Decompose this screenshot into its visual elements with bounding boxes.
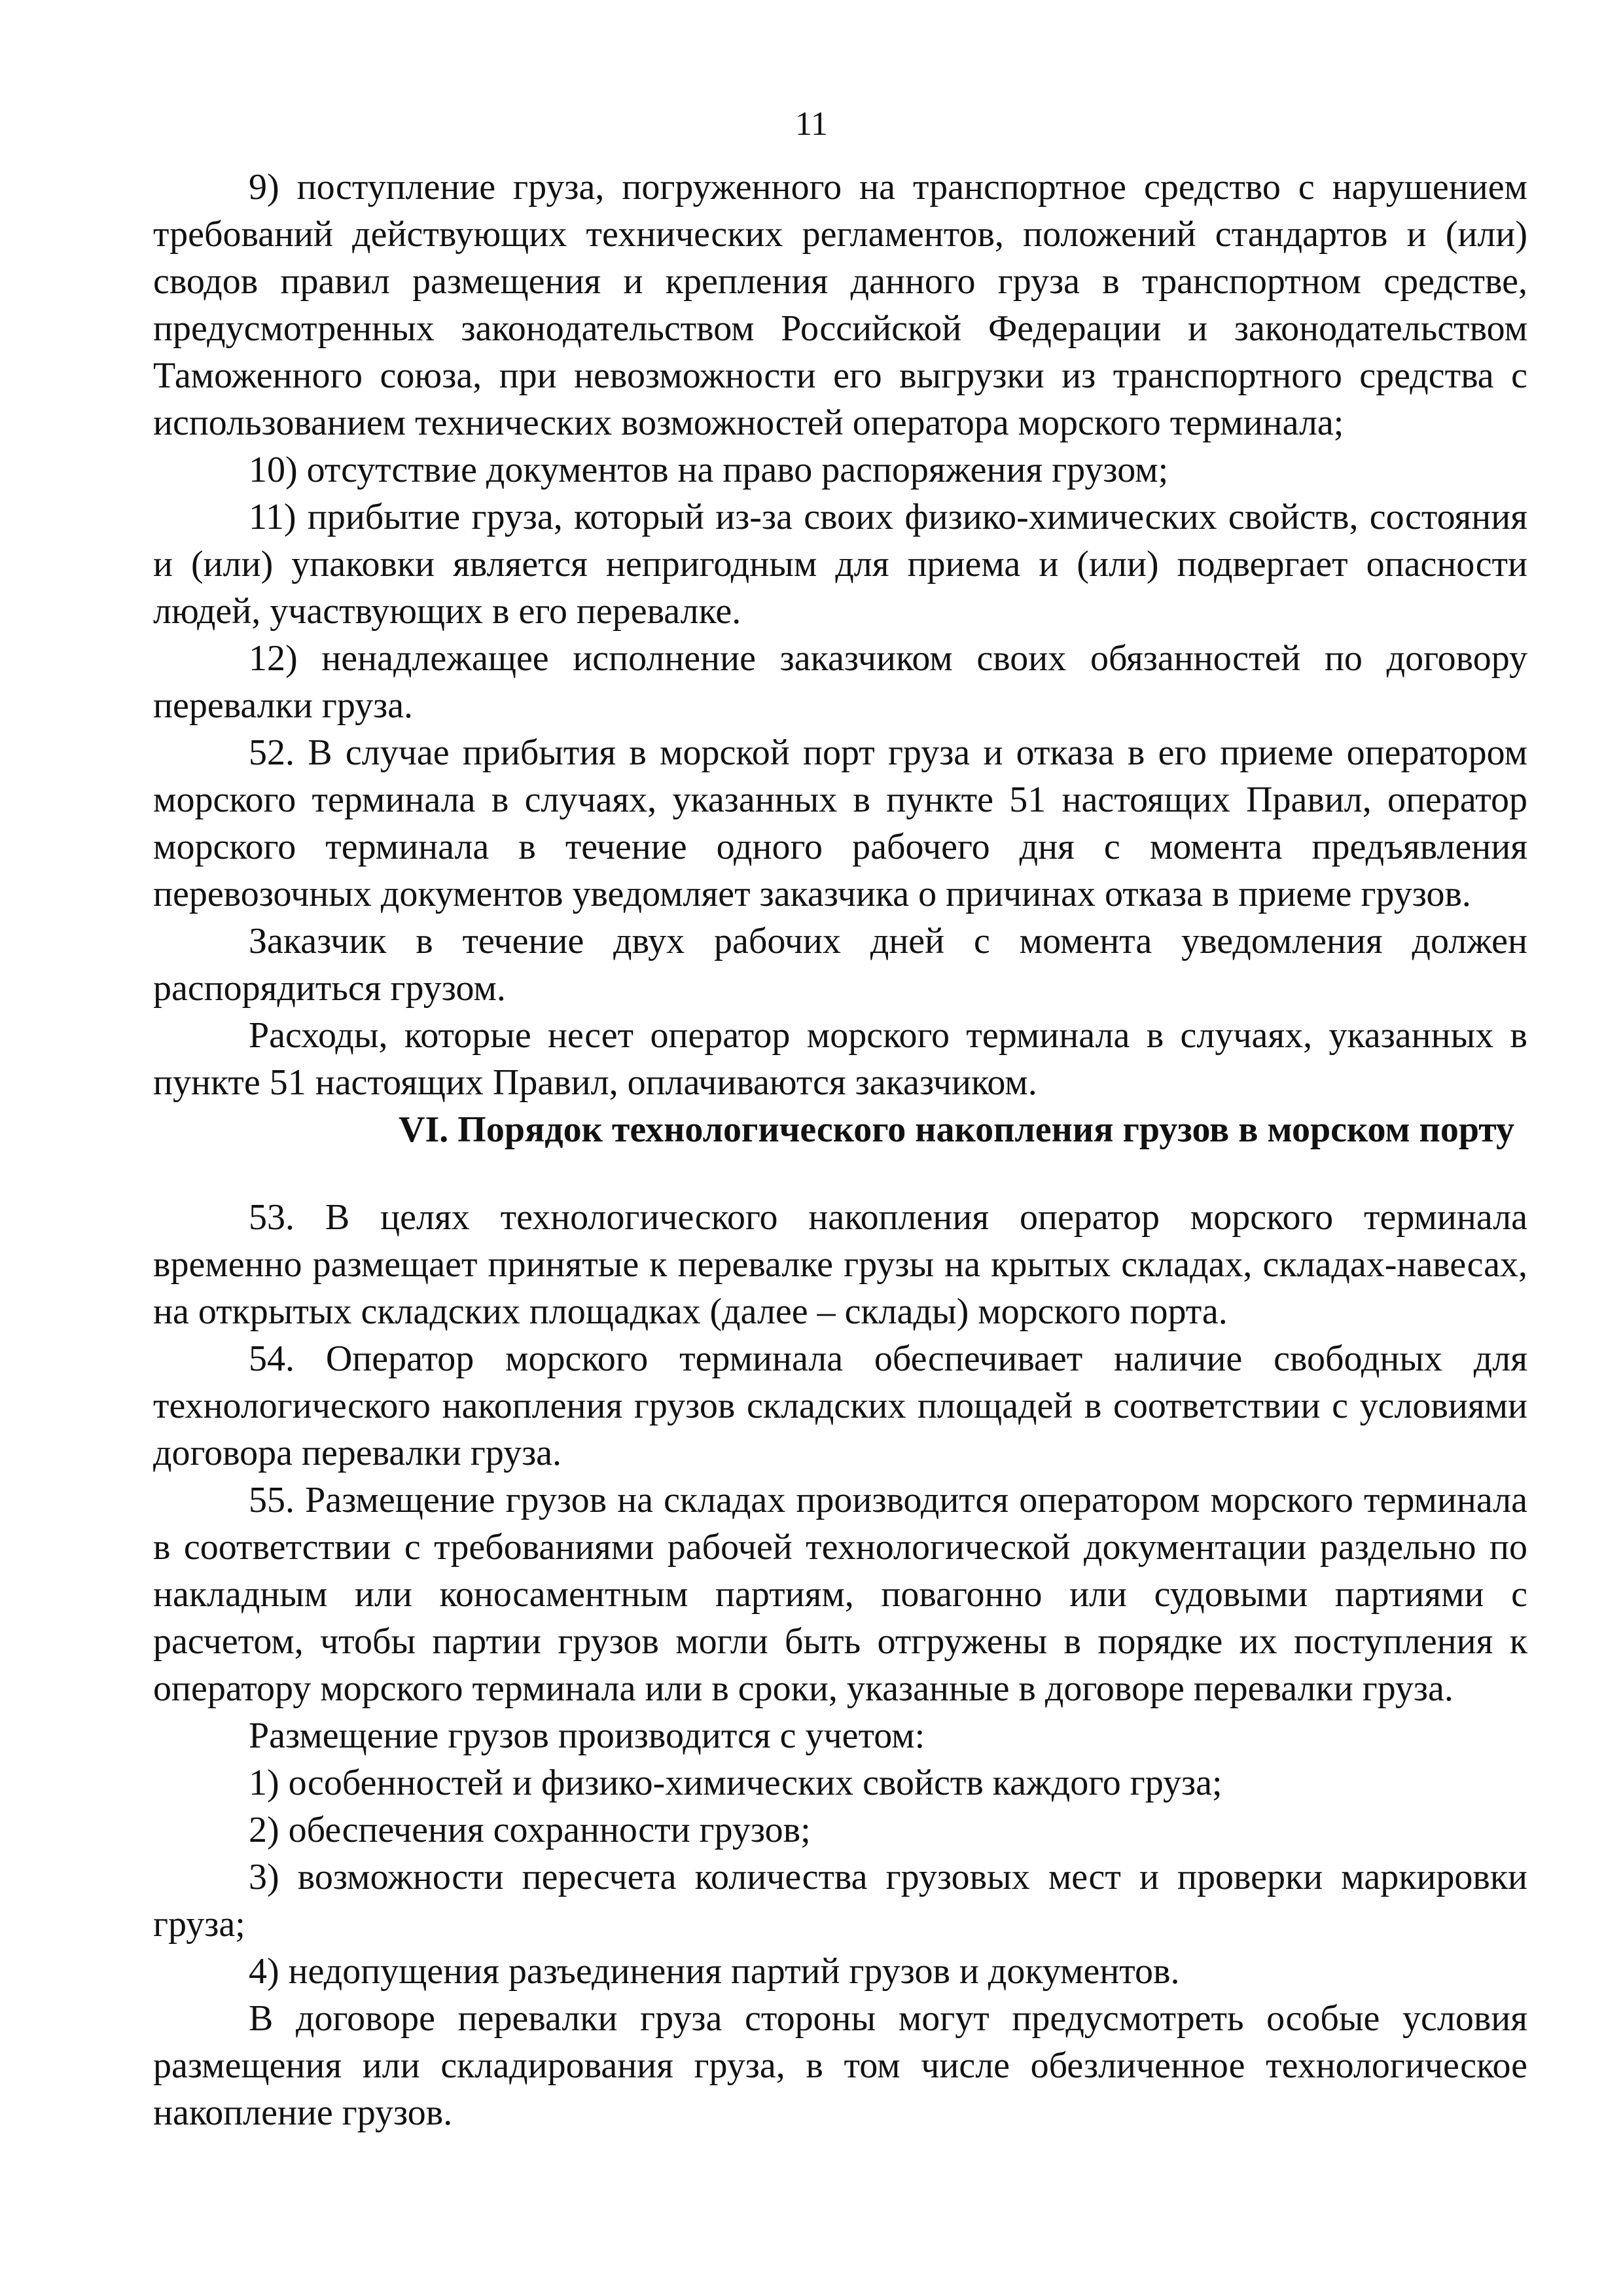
paragraph-clause-54: 54. Оператор морского терминала обеспечивает наличие свободных для технологического накопления грузов складских площадей в соответствии с условиями договора перевалки груза. <box>153 1338 1527 1473</box>
paragraph-item-11: 11) прибытие груза, который из-за своих физико-химических свойств, состояния и (или) упаковки является непригодным для приема и (или) подвергает опасности людей, участвующих в его перевалке. <box>153 497 1527 632</box>
paragraph-item-10: 10) отсутствие документов на право распоряжения грузом; <box>249 450 1169 490</box>
paragraph-placement-item-2: 2) обеспечения сохранности грузов; <box>249 1810 811 1850</box>
paragraph-placement-item-3: 3) возможности пересчета количества грузовых мест и проверки маркировки груза; <box>153 1857 1527 1945</box>
paragraph-special-conditions: В договоре перевалки груза стороны могут предусмотреть особые условия размещения или складирования груза, в том числе обезличенное технологическое накопление грузов. <box>153 1998 1527 2133</box>
paragraph-clause-53: 53. В целях технологического накопления оператор морского терминала временно размещает принятые к перевалке грузы на крытых складах, складах-навесах, на открытых складских площадках (далее – склады) морского порта. <box>153 1197 1527 1332</box>
paragraph-clause-55: 55. Размещение грузов на складах производится оператором морского терминала в соответствии с требованиями рабочей технологической документации раздельно по накладным или коносаментным партиям, повагонно или судовыми партиями с расчетом, чтобы партии грузов могли быть отгружены в порядке их поступления к оператору морского терминала или в сроки, указанные в договоре перевалки груза. <box>153 1480 1527 1709</box>
document-body <box>153 164 1527 2136</box>
paragraph-placement-intro: Размещение грузов производится с учетом: <box>249 1715 925 1756</box>
section-heading: VI. Порядок технологического накопления грузов в морском порту <box>399 1109 1514 1150</box>
paragraph-item-12: 12) ненадлежащее исполнение заказчиком своих обязанностей по договору перевалки груза. <box>153 638 1527 726</box>
paragraph-clause-52: 52. В случае прибытия в морской порт груза и отказа в его приеме оператором морского терминала в случаях, указанных в пункте 51 настоящих Правил, оператор морского терминала в течение одного рабочего дня с момента предъявления перевозочных документов уведомляет заказчика о причинах отказа в приеме грузов. <box>153 732 1527 914</box>
paragraph-placement-item-1: 1) особенностей и физико-химических свойств каждого груза; <box>249 1763 1222 1803</box>
paragraph-expenses: Расходы, которые несет оператор морского терминала в случаях, указанных в пункте 51 настоящих Правил, оплачиваются заказчиком. <box>153 1015 1527 1103</box>
page-number: 11 <box>794 105 829 143</box>
paragraph-item-9: 9) поступление груза, погруженного на транспортное средство с нарушением требований действующих технических регламентов, положений стандартов и (или) сводов правил размещения и крепления данного груза в транспортном средстве, предусмотренных законодательством Российской Федерации и законодательством Таможенного союза, при невозможности его выгрузки из транспортного средства с использованием технических возможностей оператора морского терминала; <box>153 167 1527 443</box>
paragraph-placement-item-4: 4) недопущения разъединения партий грузов и документов. <box>249 1951 1180 1992</box>
paragraph-customer-disposal: Заказчик в течение двух рабочих дней с момента уведомления должен распорядиться грузом. <box>153 921 1527 1009</box>
